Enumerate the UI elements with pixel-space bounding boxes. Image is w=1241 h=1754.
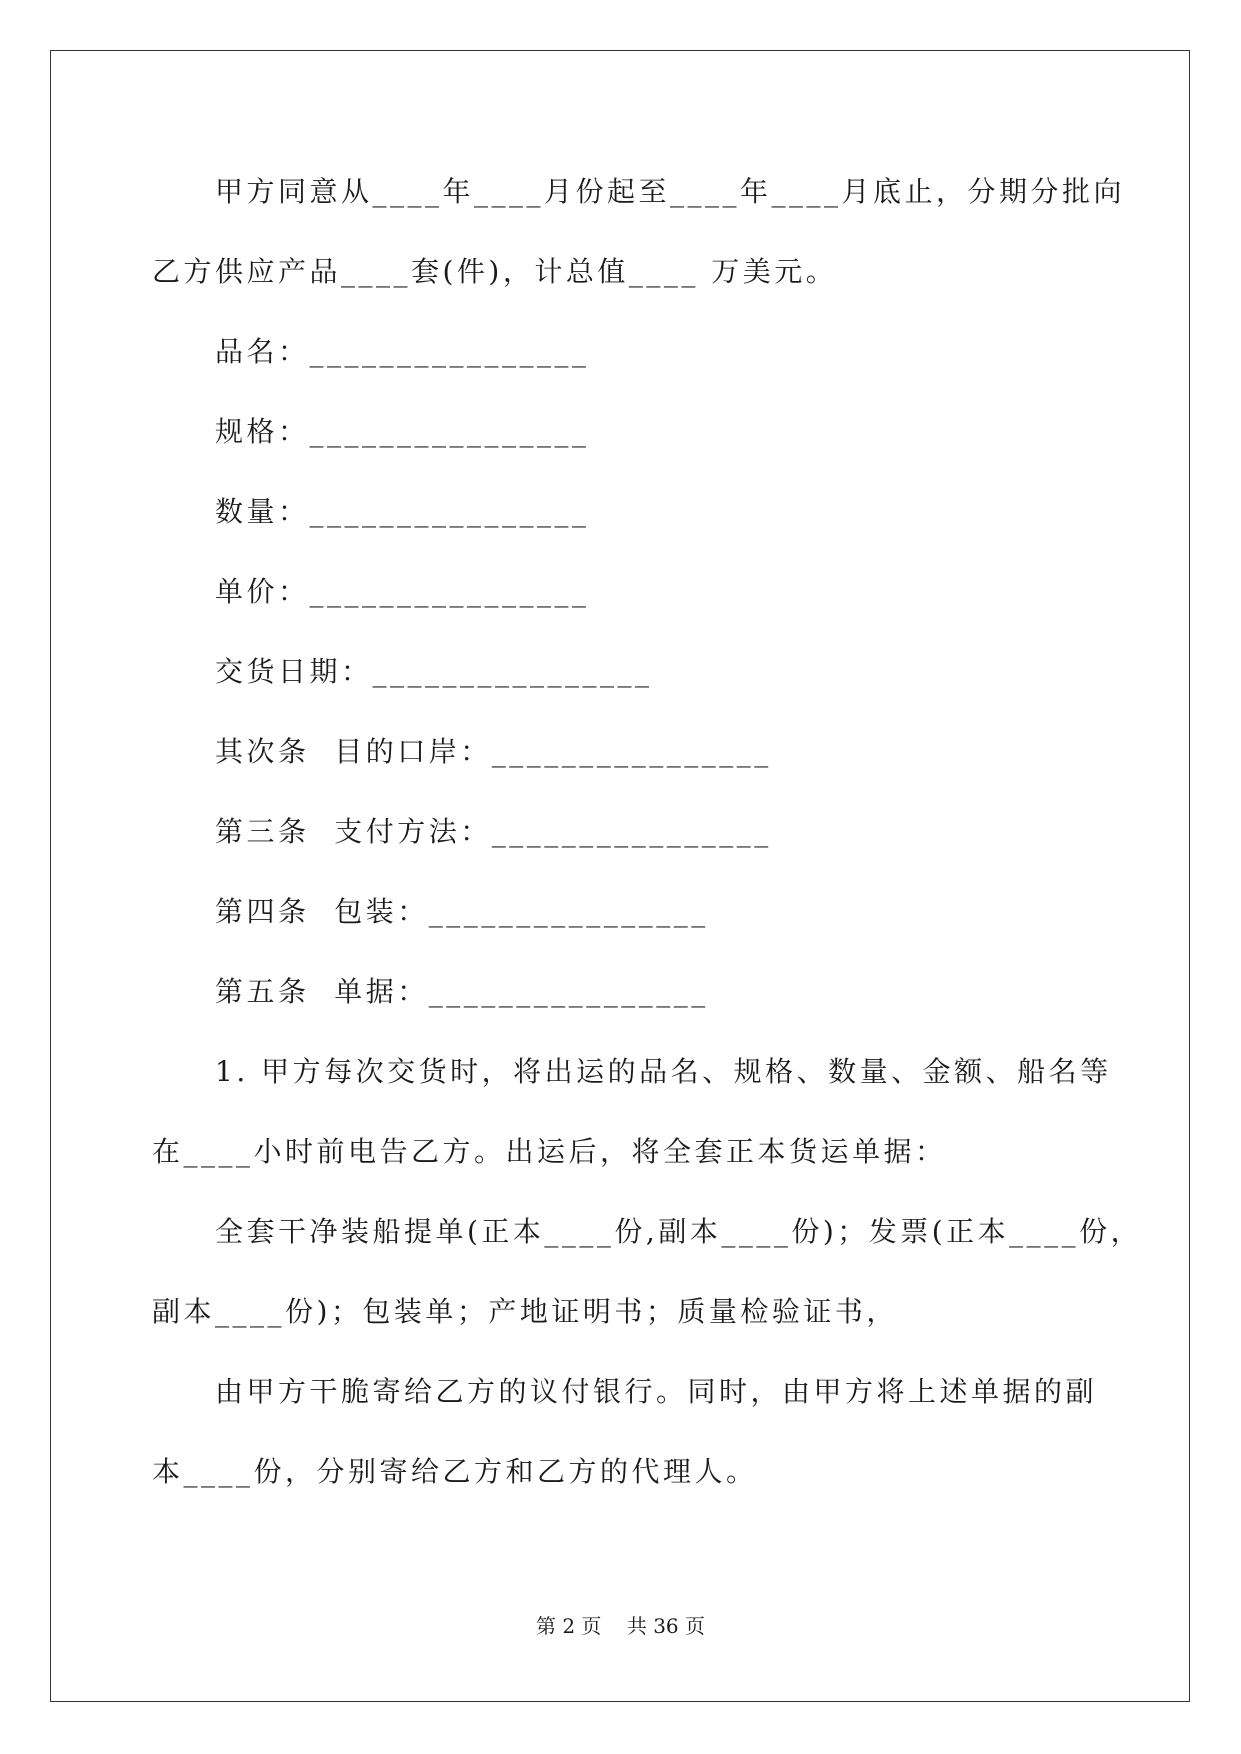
clause-payment-method: 第三条 支付方法：________________ [215, 815, 772, 848]
paragraph-line: 副本____份)；包装单；产地证明书；质量检验证书， [152, 1295, 898, 1328]
paragraph-line: 本____份，分别寄给乙方和乙方的代理人。 [152, 1455, 758, 1488]
clause-documents: 第五条 单据：________________ [215, 975, 709, 1008]
page-number-footer: 第 2 页 共 36 页 [535, 1614, 706, 1638]
paragraph-line: 乙方供应产品____套(件)，计总值____ 万美元。 [152, 255, 838, 288]
clause-packing: 第四条 包装：________________ [215, 895, 709, 928]
field-quantity: 数量：________________ [215, 495, 590, 528]
field-product-name: 品名：________________ [215, 335, 590, 368]
field-unit-price: 单价：________________ [215, 575, 590, 608]
paragraph-line: 在____小时前电告乙方。出运后，将全套正本货运单据： [152, 1135, 947, 1168]
paragraph-line: 全套干净装船提单(正本____份,副本____份)；发票(正本____份， [215, 1215, 1143, 1248]
paragraph-line: 由甲方干脆寄给乙方的议付银行。同时，由甲方将上述单据的副 [215, 1375, 1098, 1408]
paragraph-line: 1. 甲方每次交货时，将出运的品名、规格、数量、金额、船名等 [215, 1055, 1112, 1088]
field-delivery-date: 交货日期：________________ [215, 655, 653, 688]
clause-destination-port: 其次条 目的口岸：________________ [215, 735, 772, 768]
paragraph-line: 甲方同意从____年____月份起至____年____月底止，分期分批向 [215, 175, 1126, 208]
field-specification: 规格：________________ [215, 415, 590, 448]
